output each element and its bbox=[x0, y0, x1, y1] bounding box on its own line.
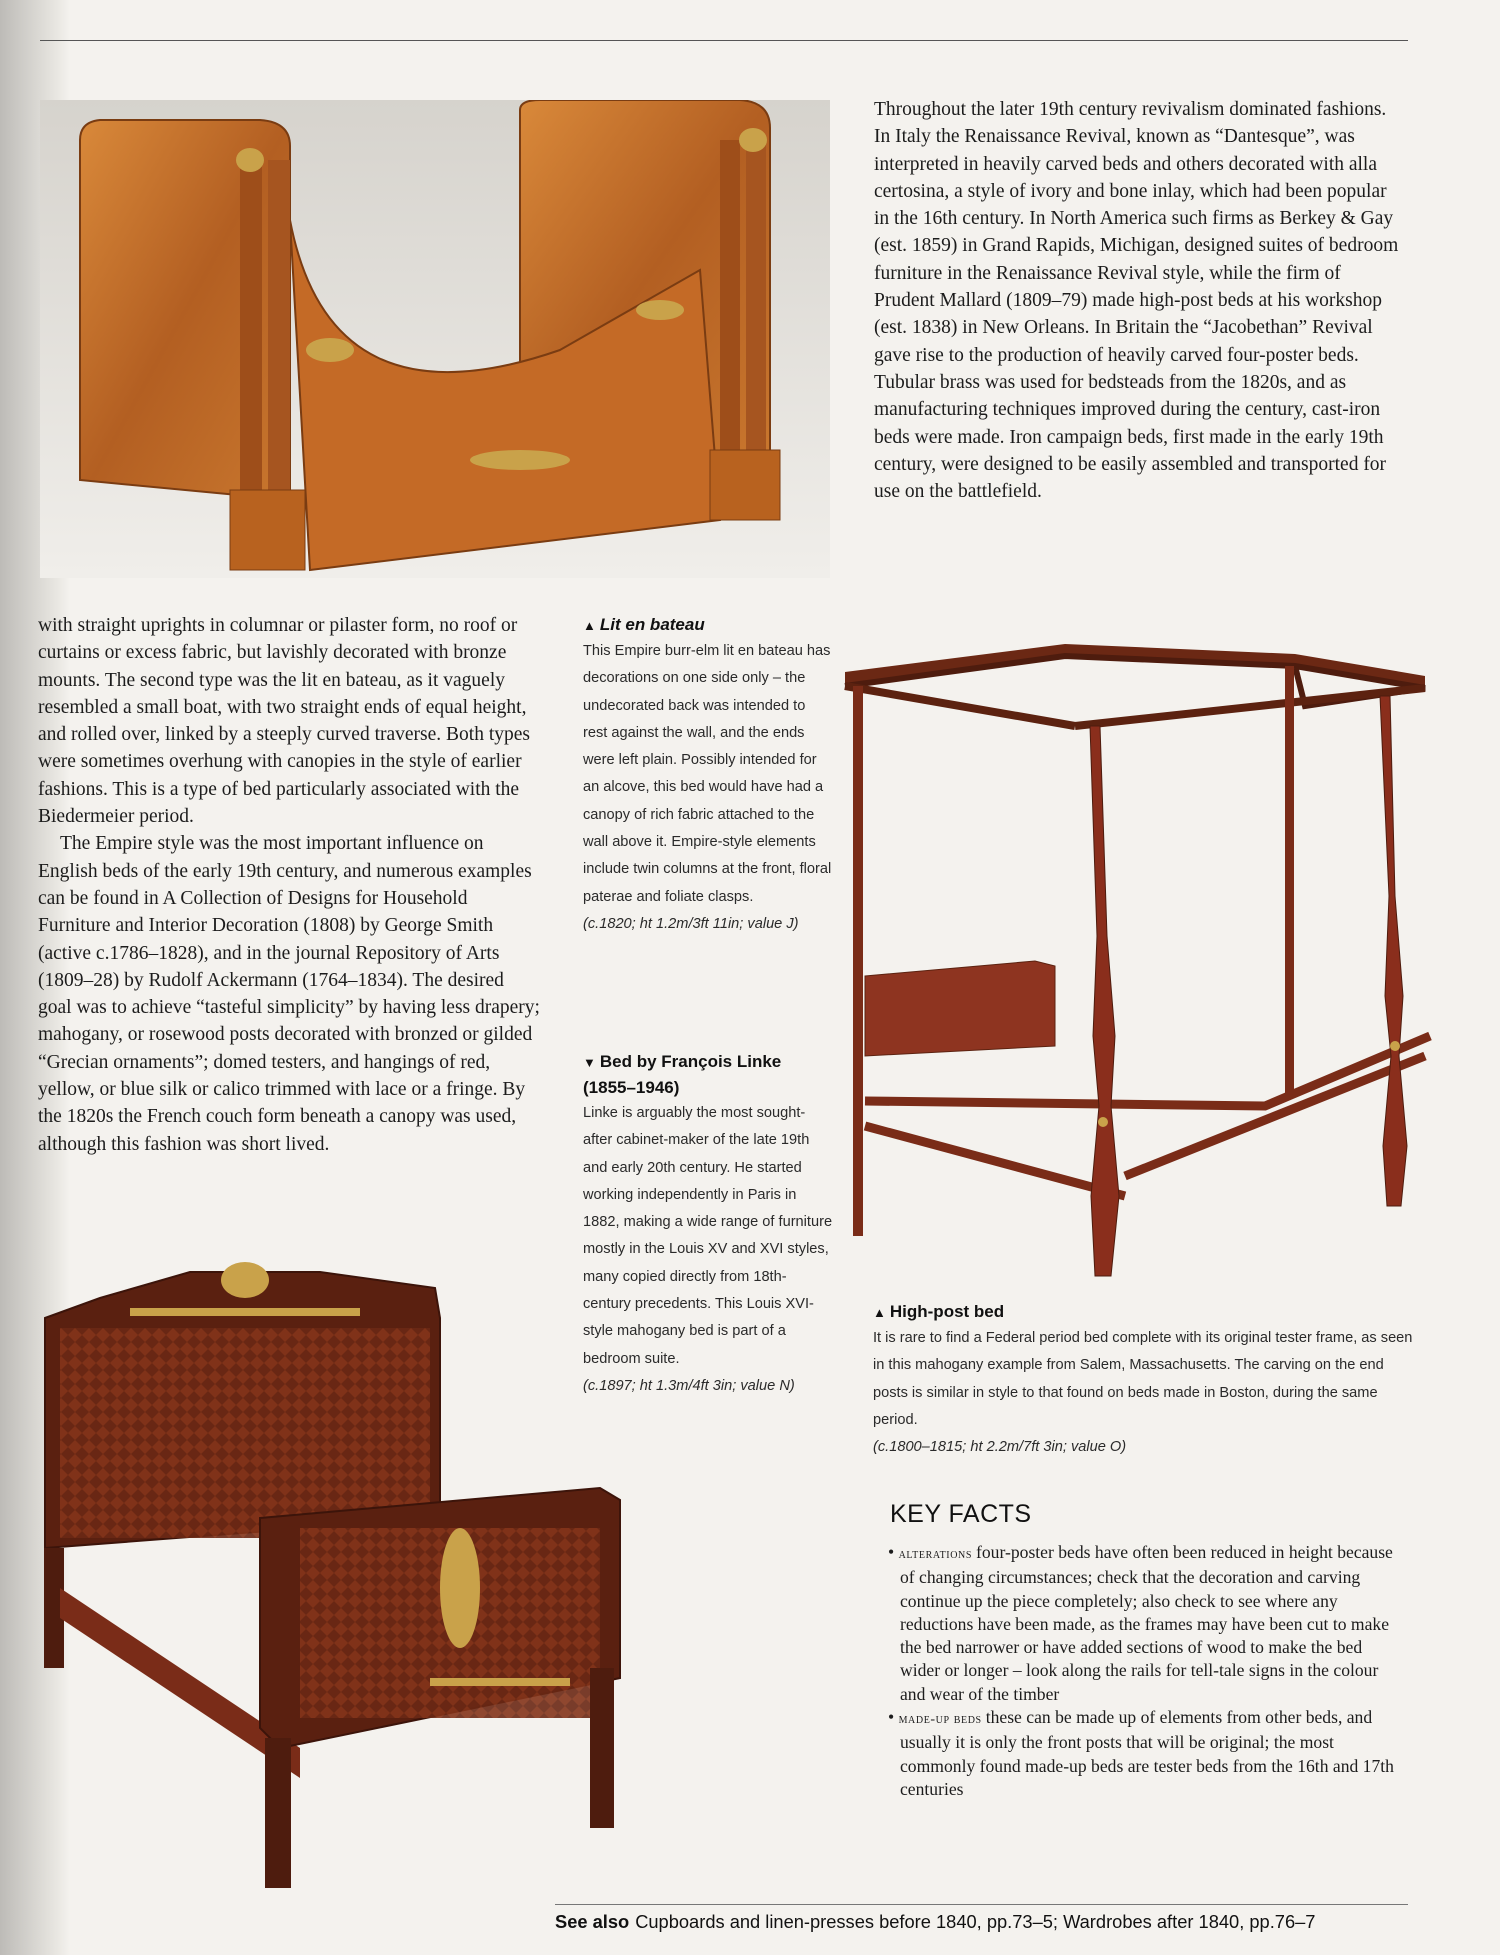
see-also-label: See also bbox=[555, 1911, 630, 1932]
caption-title: ▲ High-post bed bbox=[873, 1302, 1005, 1321]
key-fact-item: • made-up beds these can be made up of elements from other beds, and usually it is only the front posts that will be original; the most commonly found made-up beds are tester beds from the 16th and 17th centuries bbox=[888, 1707, 1394, 1799]
triangle-up-icon: ▲ bbox=[873, 1305, 886, 1320]
key-fact-term: alterations bbox=[898, 1547, 973, 1562]
triangle-up-icon: ▲ bbox=[583, 618, 596, 633]
see-also-link-text[interactable]: Cupboards and linen-presses before 1840, pp.73–5; Wardrobes after 1840, pp.76–7 bbox=[635, 1911, 1316, 1932]
intro-paragraph: Throughout the later 19th century revivalism dominated fashions. In Italy the Renaissance Revival, known as “Dantesque”, was interpreted in heavily carved beds and others decorated with alla certosina, a style of ivory and bone inlay, which had been popular in the 16th century. In North America such firms as Berkey & Gay (est. 1859) in Grand Rapids, Michigan, designed suites of bedroom furniture in the Renaissance Revival style, while the firm of Prudent Mallard (1809–79) made high-post beds at his workshop (est. 1838) in New Orleans. In Britain the “Jacobethan” Revival gave rise to the production of heavily carved four-poster beds. Tubular brass was used for bedsteads from the 1820s, and as manufacturing techniques improved during the century, cast-iron beds were made. Iron campaign beds, first made in the early 19th century, were designed to be easily assembled and transported for use on the battlefield. bbox=[874, 99, 1399, 503]
caption-meta: (c.1800–1815; ht 2.2m/7ft 3in; value O) bbox=[873, 1439, 1127, 1456]
main-body-text bbox=[38, 612, 542, 1158]
caption-body: It is rare to find a Federal period bed complete with its original tester frame, as seen in this mahogany example from Salem, Massachusetts. The carving on the end posts is similar in style to that found on beds made in Boston, during the same period. bbox=[873, 1330, 1413, 1428]
key-fact-item: • alterations four-poster beds have often been reduced in height because of changing circumstances; check that the decoration and carving continue up the piece completely; also check to see where any reductions have been made, as the frames may have been cut to make the bed narrower or have added sections of wood to make the bed wider or longer – look along the rails for tell-tale signs in the colour and wear of the timber bbox=[888, 1542, 1393, 1704]
see-also-footer bbox=[555, 1911, 1395, 1933]
photo-lit-en-bateau bbox=[40, 100, 830, 578]
caption-title: ▼ Bed by François Linke (1855–1946) bbox=[583, 1052, 782, 1097]
key-fact-term: made-up beds bbox=[898, 1712, 982, 1728]
key-facts-list bbox=[882, 1541, 1402, 1801]
top-rule bbox=[40, 40, 1408, 41]
caption-meta: (c.1897; ht 1.3m/4ft 3in; value N) bbox=[583, 1377, 795, 1394]
caption-lit-en-bateau bbox=[583, 612, 833, 938]
footer-rule bbox=[555, 1904, 1408, 1905]
caption-high-post-bed bbox=[873, 1299, 1413, 1461]
triangle-down-icon: ▼ bbox=[583, 1055, 596, 1070]
key-facts-heading: KEY FACTS bbox=[890, 1500, 1032, 1528]
body-paragraph-2: The Empire style was the most important influence on English beds of the early 19th century, and numerous examples can be found in A Collection of Designs for Household Furniture and Interior Decoration (1808) by George Smith (active c.1786–1828), and in the journal Repository of Arts (1809–28) by Rudolf Ackermann (1764–1834). The desired goal was to achieve “tasteful simplicity” by having less drapery; mahogany, or rosewood posts decorated with bronzed or gilded “Grecian ornaments”; domed testers, and hangings of red, yellow, or blue silk or calico trimmed with lace or a fringe. By the 1820s the French couch form beneath a canopy was used, although this fashion was short lived. bbox=[38, 833, 540, 1155]
key-facts-box bbox=[882, 1500, 1402, 1801]
photo-high-post-bed bbox=[835, 636, 1435, 1286]
caption-meta: (c.1820; ht 1.2m/3ft 11in; value J) bbox=[583, 915, 799, 932]
caption-body: This Empire burr-elm lit en bateau has decorations on one side only – the undecorated back was intended to rest against the wall, and the ends were left plain. Possibly intended for an alcove, this bed would have had a canopy of rich fabric attached to the wall above it. Empire-style elements include twin columns at the front, floral paterae and foliate clasps. bbox=[583, 643, 832, 905]
body-paragraph-1: with straight uprights in columnar or pilaster form, no roof or curtains or excess fabric, but lavishly decorated with bronze mounts. The second type was the lit en bateau, as it vaguely resembled a small boat, with two straight ends of equal height, and rolled over, linked by a steeply curved traverse. Both types were sometimes overhung with canopies in the style of earlier fashions. This is a type of bed particularly associated with the Biedermeier period. bbox=[38, 615, 530, 828]
caption-title: ▲ Lit en bateau bbox=[583, 615, 705, 634]
caption-body: Linke is arguably the most sought-after cabinet-maker of the late 19th and early 20th century. He started working independently in Paris in 1882, making a wide range of furniture mostly in the Louis XV and XVI styles, many copied directly from 18th-century precedents. This Louis XVI-style mahogany bed is part of a bedroom suite. bbox=[583, 1105, 833, 1367]
photo-linke-bed bbox=[40, 1258, 840, 1898]
